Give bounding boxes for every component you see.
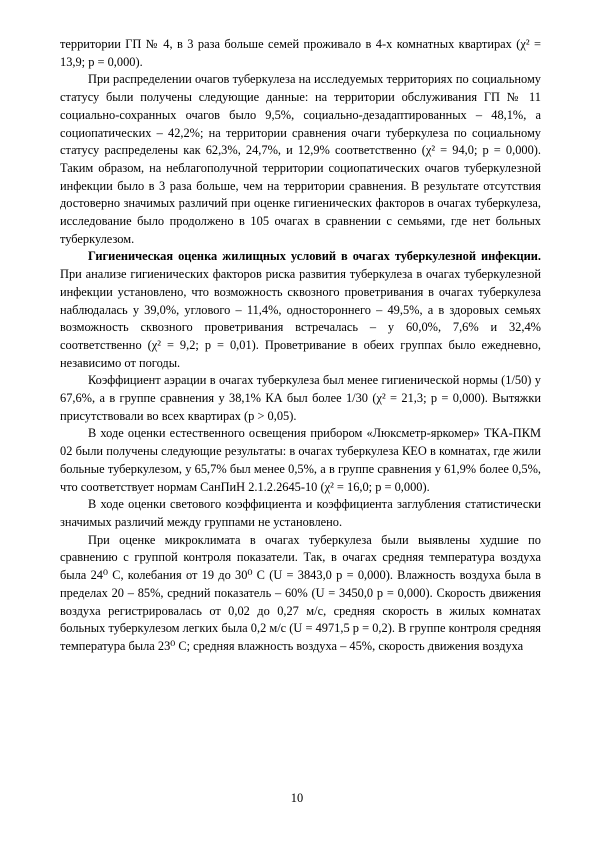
document-page	[60, 36, 541, 656]
paragraph-3	[60, 248, 541, 372]
paragraph-2: При распределении очагов туберкулеза на исследуемых территориях по социальному статусу были получены следующие данные: на территории обслуживания ГП № 11 социально-сохранных очагов было 9,5%, социально-дезадаптированных – 48,1%, а социопатических – 42,2%; на территории сравнения очаги туберкулеза по социальному статусу распределены как 62,3%, 24,7%, и 12,9% соответственно (χ² = 94,0; р = 0,000). Таким образом, на неблагополучной территории социопатических очагов туберкулезной инфекции было в 3 раза больше, чем на территории сравнения. В результате отсутствия достоверно значимых различий при оценке гигиенических факторов в очагах туберкулеза, исследование было продолжено в 105 очагах в сравнении с семьями, где нет больных туберкулезом.	[60, 72, 541, 246]
paragraph-5: В ходе оценки естественного освещения прибором «Люксметр-яркомер» ТКА-ПКМ 02 были получены следующие результаты: в очагах туберкулеза КЕО в комнатах, где жили больные туберкулезом, у 65,7% был менее 0,5%, а в группе сравнения у 61,9% более 0,5%, что соответствует нормам СанПиН 2.1.2.2645-10 (χ² = 16,0; р = 0,000).	[60, 426, 541, 494]
paragraph-4: Коэффициент аэрации в очагах туберкулеза был менее гигиенической нормы (1/50) у 67,6%, а в группе сравнения у 38,1% КА был более 1/30 (χ² = 21,3; р = 0,000). Вытяжки присутствовали во всех квартирах (р > 0,05).	[60, 373, 541, 423]
page-number: 10	[290, 791, 304, 805]
paragraph-3-body: При анализе гигиенических факторов риска развития туберкулеза в очагах туберкулезной инфекции установлено, что возможность сквозного проветривания в очагах туберкулеза наблюдалась у 39,0%, углового – 11,4%, одностороннего – 49,5%, а в здоровых семьях возможность сквозного проветривания встречалась – у 60,0%, 7,6% и 32,4% соответственно (χ² = 9,2; р = 0,01). Проветривание в обеих группах было ежедневно, независимо от погоды.	[60, 267, 541, 370]
paragraph-6: В ходе оценки светового коэффициента и коэффициента заглубления статистически значимых различий между группами не установлено.	[60, 497, 541, 529]
paragraph-7: При оценке микроклимата в очагах туберкулеза были выявлены худшие по сравнению с группой контроля показатели. Так, в очагах средняя температура воздуха была 24⁰ С, колебания от 19 до 30⁰ С (U = 3843,0 р = 0,000). Влажность воздуха была в пределах 20 – 85%, средний показатель – 60% (U = 3450,0 р = 0,000). Скорость движения воздуха регистрировалась от 0,02 до 0,27 м/с, средняя скорость в жилых комнатах больных туберкулезом легких была 0,2 м/с (U = 4971,5 р = 0,2). В группе контроля средняя температура была 23⁰ С; средняя влажность воздуха – 45%, скорость движения воздуха	[60, 532, 541, 653]
section-heading: Гигиеническая оценка жилищных условий в очагах туберкулезной инфекции.	[88, 249, 541, 264]
paragraph-1: территории ГП № 4, в 3 раза больше семей проживало в 4-х комнатных квартирах (χ² = 13,9; р = 0,000).	[60, 37, 541, 69]
